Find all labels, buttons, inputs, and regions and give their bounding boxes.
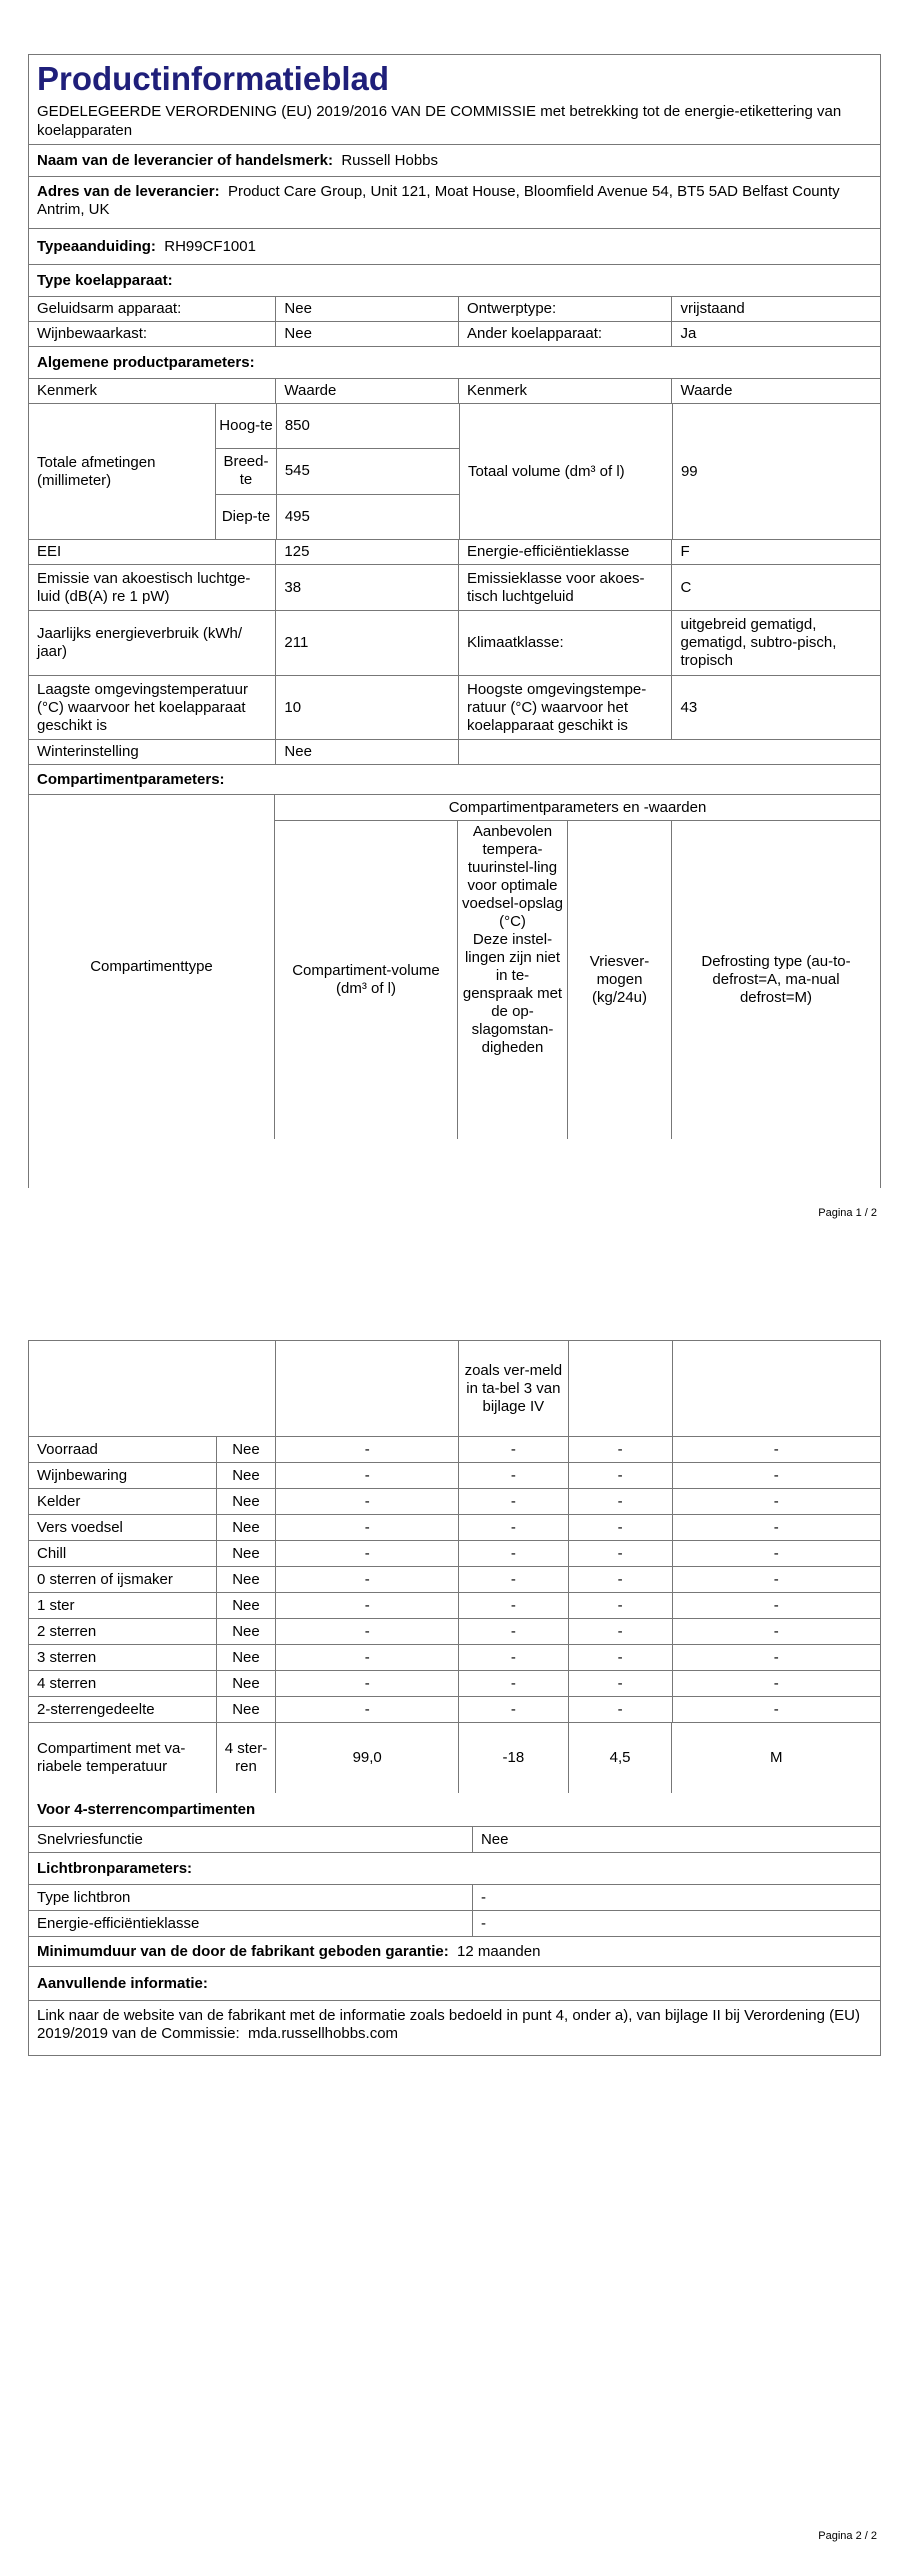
- temperature-header-part: Deze instel-lingen zijn niet in te-genspraak met de op-slagomstan-digheden: [462, 931, 563, 1056]
- param-value: 125: [276, 540, 459, 564]
- param-value: F: [680, 543, 690, 560]
- fast-freeze-value: Nee: [480, 1830, 509, 1848]
- fast-freeze-label: Snelvriesfunctie: [29, 1827, 473, 1852]
- compartment-present: Nee: [217, 1541, 277, 1566]
- param-value: 43: [680, 698, 698, 716]
- type-section-row: [29, 265, 880, 297]
- compartment-row: [29, 1697, 880, 1723]
- compartment-name: Voorraad: [29, 1437, 217, 1462]
- compartment-name: 4 sterren: [29, 1671, 217, 1696]
- compartment-temp: -: [459, 1619, 569, 1644]
- address-label: Adres van de leverancier:: [37, 183, 220, 200]
- model-value: RH99CF1001: [164, 237, 256, 255]
- param-label: Energie-efficiëntieklasse: [459, 540, 673, 564]
- compartment-section-row: [29, 765, 880, 795]
- type-value: vrijstaand: [680, 300, 745, 317]
- compartment-freeze: -: [569, 1489, 673, 1514]
- compartment-volume: -: [276, 1671, 459, 1696]
- page-number: Pagina 1 / 2: [818, 1207, 877, 1219]
- compartment-present: Nee: [217, 1619, 277, 1644]
- defrost-header: Defrosting type (au-to-defrost=A, ma-nual defrost=M): [701, 953, 851, 1006]
- param-value: 211: [276, 611, 459, 675]
- compartment-temp: -: [459, 1697, 569, 1722]
- model-row: [29, 229, 880, 265]
- dim-value: 850: [277, 404, 459, 449]
- compartment-freeze: -: [569, 1463, 673, 1488]
- param-label: Laagste omgevingstemperatuur (°C) waarvoor het koelapparaat geschikt is: [29, 676, 276, 739]
- compartment-present: Nee: [217, 1671, 277, 1696]
- compartment-temp: -: [459, 1645, 569, 1670]
- compartment-freeze: 4,5: [569, 1723, 673, 1793]
- compartment-row: [29, 1593, 880, 1619]
- light-label: Type lichtbron: [29, 1885, 473, 1910]
- compartment-freeze: -: [569, 1619, 673, 1644]
- compartment-defrost: -: [773, 1544, 779, 1562]
- dimensions-label: Totale afmetingen (millimeter): [29, 404, 216, 539]
- supplier-label: Naam van de leverancier of handelsmerk:: [37, 151, 333, 169]
- compartment-row: [29, 1489, 880, 1515]
- param-value: uitgebreid gematigd, gematigd, subtro-pisch, tropisch: [680, 616, 837, 669]
- compartment-freeze: -: [569, 1671, 673, 1696]
- compartment-volume: -: [276, 1515, 459, 1540]
- temperature-header-part: zoals ver-meld in ta-bel 3 van bijlage IV: [459, 1341, 569, 1436]
- compartment-defrost: -: [773, 1674, 779, 1692]
- four-star-section-heading: Voor 4-sterrencompartimenten: [37, 1800, 256, 1818]
- compartment-freeze: -: [569, 1593, 673, 1618]
- type-row: [29, 322, 880, 347]
- manufacturer-link[interactable]: mda.russellhobbs.com: [247, 2025, 399, 2042]
- param-label: Hoogste omgevingstempe-ratuur (°C) waarvoor het koelapparaat geschikt is: [459, 676, 673, 739]
- compartment-defrost: -: [773, 1518, 779, 1536]
- temperature-header: [458, 821, 568, 1139]
- temperature-header-part: Aanbevolen tempera-tuurinstel-ling voor optimale voedsel-opslag (°C): [462, 823, 563, 930]
- compartment-volume: -: [276, 1437, 459, 1462]
- param-label: Klimaatklasse:: [459, 611, 673, 675]
- compartment-row: [29, 1723, 880, 1793]
- compartment-volume: -: [276, 1463, 459, 1488]
- compartment-temp: -: [459, 1541, 569, 1566]
- param-header-row: [29, 379, 880, 404]
- compartment-present: Nee: [217, 1437, 277, 1462]
- dimensions-row: [29, 404, 880, 540]
- compartment-freeze: -: [569, 1437, 673, 1462]
- compartment-temp: -: [459, 1489, 569, 1514]
- type-value: Ja: [680, 325, 697, 342]
- compartment-present: Nee: [217, 1463, 277, 1488]
- light-row: [29, 1911, 880, 1937]
- four-star-section-row: [29, 1793, 880, 1827]
- compartment-volume: -: [276, 1541, 459, 1566]
- additional-section-heading: Aanvullende informatie:: [37, 1974, 208, 1992]
- additional-info-row: [29, 2001, 880, 2055]
- compartment-row: [29, 1437, 880, 1463]
- compartment-header: [29, 795, 880, 1139]
- compartment-defrost: M: [769, 1749, 783, 1766]
- additional-section-row: [29, 1967, 880, 2001]
- dim-name: Hoog-te: [216, 404, 276, 449]
- compartment-table-body: [29, 1437, 880, 1793]
- param-row: [29, 611, 880, 676]
- supplier-value: Russell Hobbs: [341, 151, 439, 169]
- compartment-name: Kelder: [29, 1489, 217, 1514]
- compartment-defrost: -: [773, 1570, 779, 1588]
- compartment-volume: -: [276, 1619, 459, 1644]
- compartment-freeze: -: [569, 1541, 673, 1566]
- dim-value: 495: [284, 507, 310, 525]
- compartment-present: Nee: [217, 1567, 277, 1592]
- dim-name: Breed-te: [216, 449, 276, 494]
- light-value: -: [480, 1914, 486, 1932]
- compartment-group-header: Compartimentparameters en -waarden: [275, 795, 880, 821]
- page-1-sheet: [28, 54, 881, 1188]
- page-2-sheet: [28, 1340, 881, 2056]
- compartment-name: 0 sterren of ijsmaker: [29, 1567, 217, 1592]
- compartment-defrost: -: [773, 1622, 779, 1640]
- volume-value: 99: [680, 462, 698, 480]
- compartment-row: [29, 1541, 880, 1567]
- general-section-row: [29, 347, 880, 379]
- compartment-defrost: -: [773, 1648, 779, 1666]
- compartment-freeze: -: [569, 1567, 673, 1592]
- compartment-name: 2 sterren: [29, 1619, 217, 1644]
- compartment-row: [29, 1619, 880, 1645]
- compartment-present: Nee: [217, 1489, 277, 1514]
- compartment-defrost: -: [773, 1440, 779, 1458]
- param-label: Jaarlijks energieverbruik (kWh/ jaar): [29, 611, 276, 675]
- param-value: C: [680, 578, 692, 596]
- compartment-name: 3 sterren: [29, 1645, 217, 1670]
- general-section-heading: Algemene productparameters:: [37, 353, 255, 371]
- compartment-row: [29, 1515, 880, 1541]
- compartment-freeze: -: [569, 1515, 673, 1540]
- compartment-temp: -18: [459, 1723, 569, 1793]
- compartment-present: 4 ster-ren: [217, 1723, 277, 1793]
- param-label: Emissieklasse voor akoes-tisch luchtgeluid: [459, 565, 673, 610]
- compartment-section-heading: Compartimentparameters:: [37, 770, 225, 788]
- compartment-defrost: -: [773, 1492, 779, 1510]
- param-row: [29, 565, 880, 611]
- compartment-defrost: -: [773, 1700, 779, 1718]
- dim-name: Diep-te: [221, 507, 271, 525]
- volume-label: Totaal volume (dm³ of l): [460, 404, 673, 539]
- type-row: [29, 297, 880, 322]
- param-value: 10: [276, 676, 459, 739]
- compartment-temp: -: [459, 1671, 569, 1696]
- light-row: [29, 1885, 880, 1911]
- compartment-name: Compartiment met va-riabele temperatuur: [29, 1723, 217, 1793]
- compartment-row: [29, 1645, 880, 1671]
- column-header: Kenmerk: [29, 379, 276, 403]
- type-label: Ander koelapparaat:: [459, 322, 673, 346]
- address-row: [29, 177, 880, 229]
- compartment-temp: -: [459, 1593, 569, 1618]
- compartment-present: Nee: [217, 1515, 277, 1540]
- page-title: Productinformatieblad: [37, 60, 390, 97]
- param-value: 38: [276, 565, 459, 610]
- compartment-present: Nee: [217, 1697, 277, 1722]
- compartment-volume: -: [276, 1489, 459, 1514]
- compartment-freeze: -: [569, 1645, 673, 1670]
- compartment-name: 1 ster: [29, 1593, 217, 1618]
- compartment-volume: -: [276, 1593, 459, 1618]
- compartment-temp: -: [459, 1567, 569, 1592]
- winter-value: Nee: [276, 740, 459, 764]
- compartment-freeze: -: [569, 1697, 673, 1722]
- additional-info-text: Link naar de website van de fabrikant met de informatie zoals bedoeld in punt 4, onder a), van bijlage II bij Verordening (EU) 2019/2019 van de Commissie:: [37, 2007, 860, 2042]
- type-label: Ontwerptype:: [459, 297, 673, 321]
- type-value: Nee: [276, 297, 459, 321]
- compartment-volume: -: [276, 1697, 459, 1722]
- dim-value: 545: [277, 449, 459, 494]
- winter-row: [29, 740, 880, 765]
- compartment-volume: 99,0: [276, 1723, 459, 1793]
- supplier-row: [29, 145, 880, 177]
- compartment-temp: -: [459, 1437, 569, 1462]
- param-label: EEI: [29, 540, 276, 564]
- warranty-row: [29, 1937, 880, 1967]
- light-section-heading: Lichtbronparameters:: [37, 1859, 193, 1877]
- compartment-present: Nee: [217, 1645, 277, 1670]
- compartment-name: Wijnbewaring: [29, 1463, 217, 1488]
- compartment-name: Vers voedsel: [29, 1515, 217, 1540]
- compartment-row: [29, 1463, 880, 1489]
- param-row: [29, 540, 880, 565]
- type-value: Nee: [276, 322, 459, 346]
- freeze-capacity-header: Vriesver-mogen (kg/24u): [568, 821, 672, 1139]
- type-section-heading: Type koelapparaat:: [37, 271, 173, 289]
- compartment-present: Nee: [217, 1593, 277, 1618]
- warranty-value: 12 maanden: [457, 1942, 541, 1960]
- compartment-type-header: Compartimenttype: [29, 795, 275, 1139]
- compartment-volume: -: [276, 1567, 459, 1592]
- param-label: Emissie van akoestisch luchtge-luid (dB(A) re 1 pW): [29, 565, 276, 610]
- compartment-header-continued: [29, 1341, 880, 1437]
- regulation-text: GEDELEGEERDE VERORDENING (EU) 2019/2016 VAN DE COMMISSIE met betrekking tot de energie-etikettering van koelapparaten: [37, 103, 842, 139]
- light-value: -: [480, 1888, 486, 1906]
- address-value: Product Care Group, Unit 121, Moat House, Bloomfield Avenue 54, BT5 5AD Belfast County Antrim, UK: [37, 183, 840, 218]
- winter-label: Winterinstelling: [29, 740, 276, 764]
- compartment-volume: -: [276, 1645, 459, 1670]
- compartment-defrost: -: [773, 1596, 779, 1614]
- compartment-name: Chill: [29, 1541, 217, 1566]
- header-block: [29, 55, 880, 145]
- compartment-name: 2-sterrengedeelte: [29, 1697, 217, 1722]
- column-header: Kenmerk: [459, 379, 673, 403]
- column-header: Waarde: [680, 382, 733, 399]
- compartment-row: [29, 1567, 880, 1593]
- param-row: [29, 676, 880, 740]
- light-label: Energie-efficiëntieklasse: [29, 1911, 473, 1936]
- warranty-label: Minimumduur van de door de fabrikant geboden garantie:: [37, 1942, 449, 1960]
- type-label: Wijnbewaarkast:: [29, 322, 276, 346]
- column-header: Waarde: [276, 379, 459, 403]
- type-label: Geluidsarm apparaat:: [29, 297, 276, 321]
- volume-header: Compartiment-volume (dm³ of l): [275, 821, 458, 1139]
- fast-freeze-row: [29, 1827, 880, 1853]
- model-label: Typeaanduiding:: [37, 237, 156, 255]
- compartment-temp: -: [459, 1515, 569, 1540]
- light-section-row: [29, 1853, 880, 1885]
- compartment-row: [29, 1671, 880, 1697]
- compartment-defrost: -: [773, 1466, 779, 1484]
- page-number: Pagina 2 / 2: [818, 2530, 877, 2542]
- compartment-temp: -: [459, 1463, 569, 1488]
